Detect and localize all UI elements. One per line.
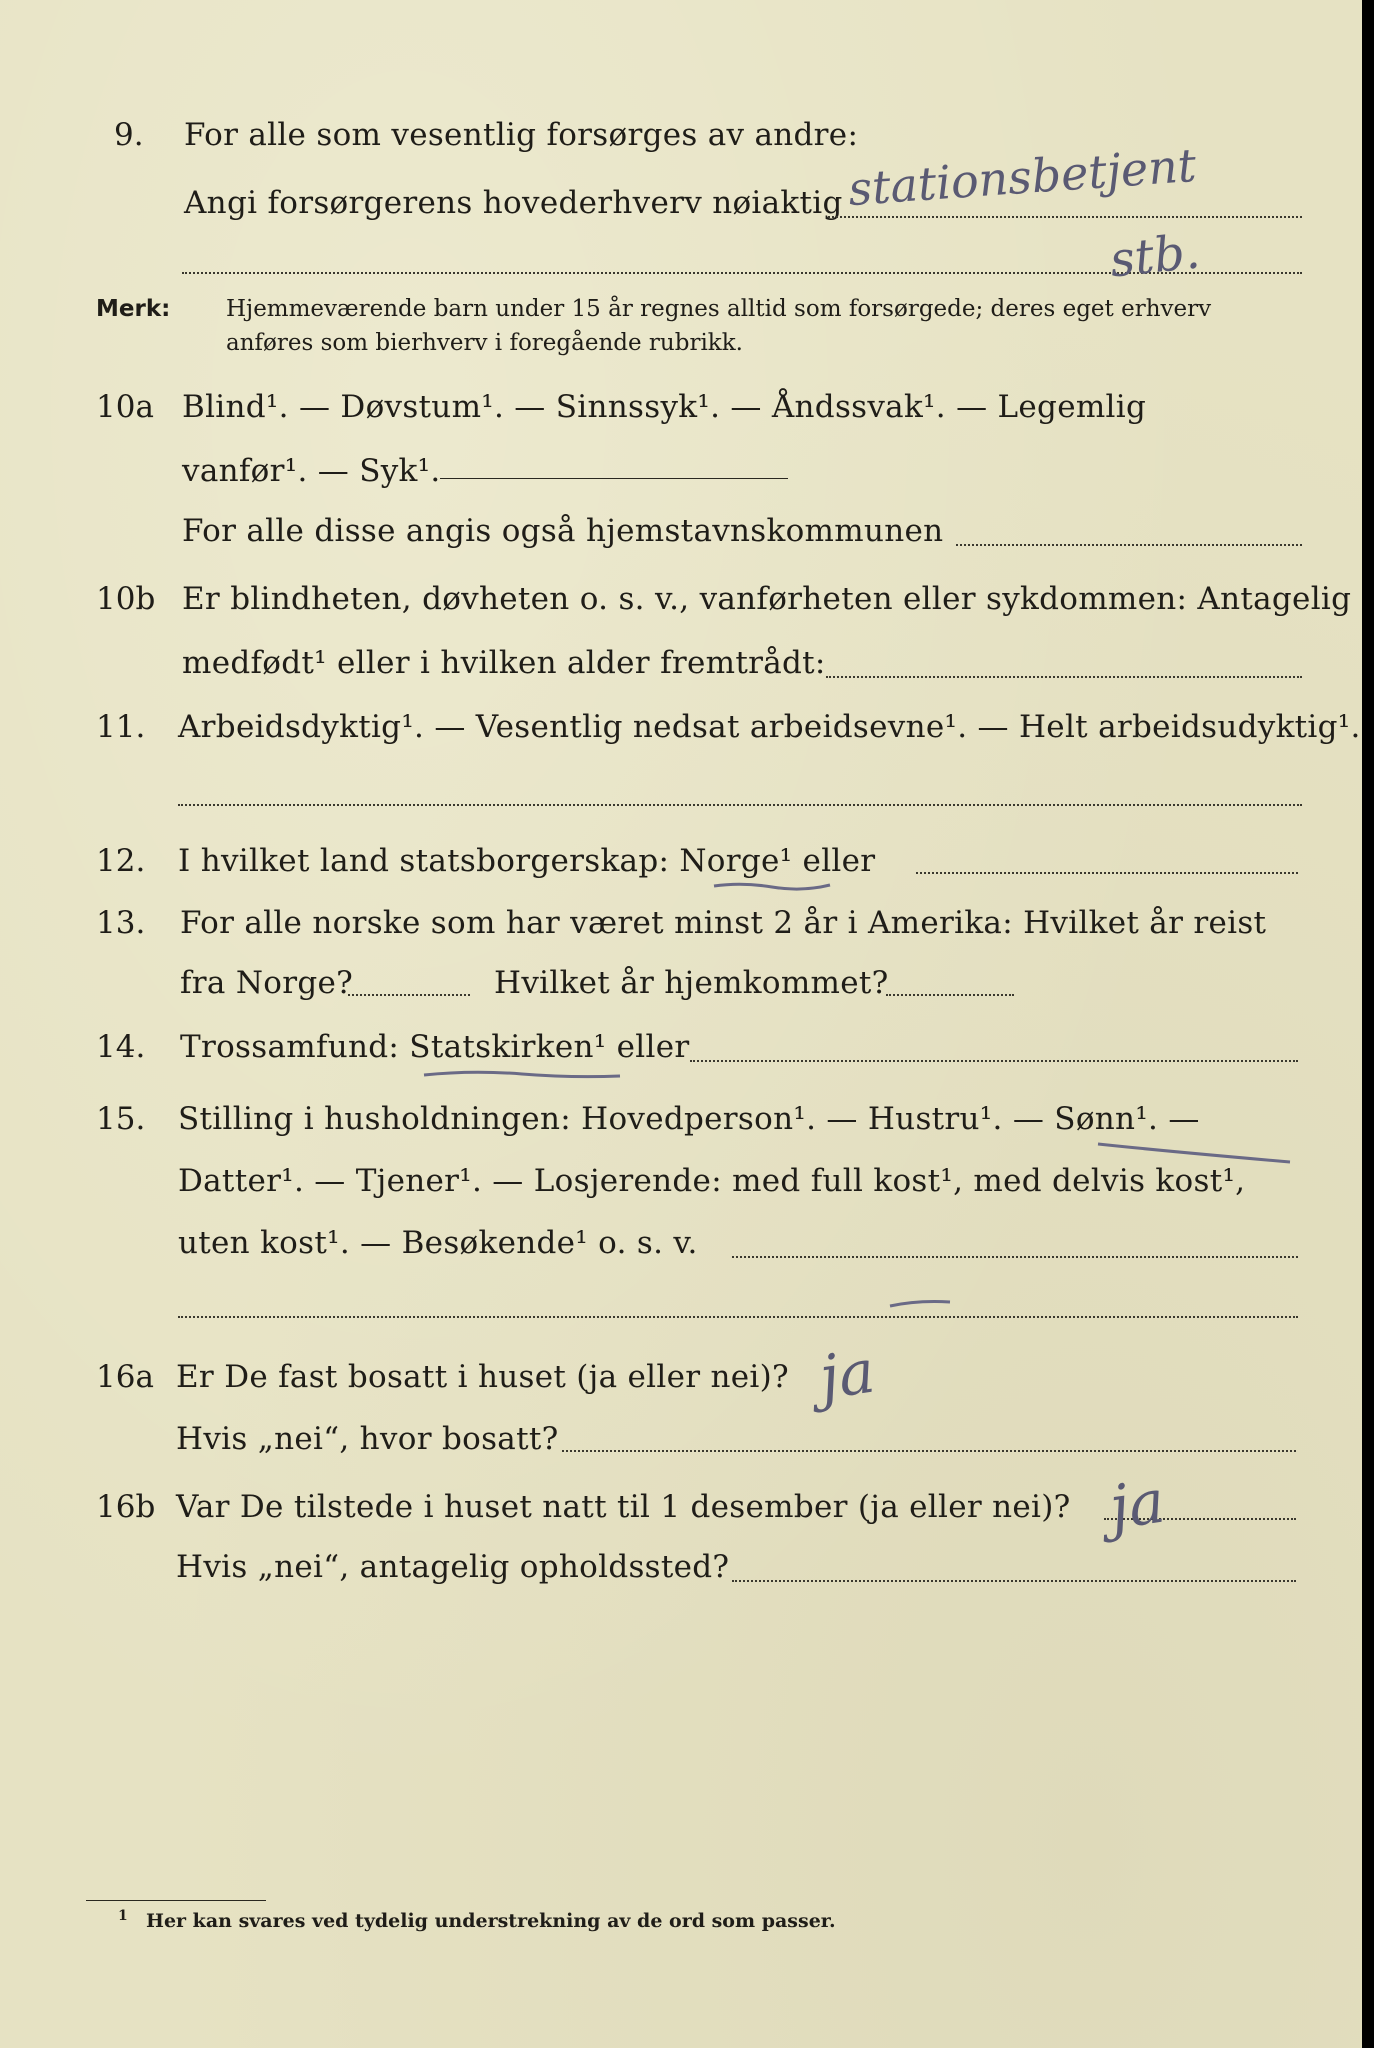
q10a-number: 10a <box>96 389 154 425</box>
q16a-question-line2: Hvis „nei“, hvor bosatt? <box>176 1421 559 1457</box>
q10a-answer-line[interactable] <box>440 478 788 479</box>
q15-number: 15. <box>96 1101 146 1137</box>
q16b-handwritten-answer: ja <box>1105 1466 1169 1544</box>
q13-question-line2a: fra Norge? <box>180 965 354 1001</box>
q16b-question-line2: Hvis „nei“, antagelig opholdssted? <box>176 1549 730 1585</box>
q16b-location-dotted-line[interactable] <box>732 1580 1296 1582</box>
q14-question-line1: Trossamfund: Statskirken¹ eller <box>180 1029 690 1065</box>
q11-question-line1: Arbeidsdyktig¹. — Vesentlig nedsat arbeidsevne¹. — Helt arbeidsudyktig¹. <box>178 709 1361 745</box>
footnote-separator <box>86 1900 266 1901</box>
q9-question-line1: For alle som vesentlig forsørges av andre: <box>184 117 859 153</box>
q16a-handwritten-answer: ja <box>815 1336 879 1414</box>
q10a-question-line2: vanfør¹. — Syk¹. <box>182 453 441 489</box>
q10b-answer-dotted-line[interactable] <box>826 676 1302 678</box>
merk-note-line1: Hjemmeværende barn under 15 år regnes alltid som forsørgede; deres eget erhverv <box>226 296 1212 322</box>
q11-answer-dotted-line[interactable] <box>178 804 1302 806</box>
q14-number: 14. <box>96 1029 146 1065</box>
q15-answer-dotted-line[interactable] <box>732 1256 1298 1258</box>
q10a-question-line3: For alle disse angis også hjemstavnskommunen <box>182 513 944 549</box>
q9-handwritten-answer: stationsbetjent <box>846 137 1198 217</box>
q15-question-line3: uten kost¹. — Besøkende¹ o. s. v. <box>178 1225 698 1261</box>
q16b-question-line1: Var De tilstede i huset natt til 1 desember (ja eller nei)? <box>176 1489 1071 1525</box>
q10b-question-line2: medfødt¹ eller i hvilken alder fremtrådt: <box>182 645 826 681</box>
q15-second-dotted-line[interactable] <box>178 1316 1298 1318</box>
q15-sonn-underline-mark <box>1094 1138 1294 1166</box>
q13-question-line1: For alle norske som har været minst 2 år i Amerika: Hvilket år reist <box>180 905 1267 941</box>
q13-return-dotted-line[interactable] <box>886 994 1014 996</box>
merk-note-line2: anføres som bierhverv i foregående rubrikk. <box>226 330 743 356</box>
q12-answer-dotted-line[interactable] <box>916 872 1298 874</box>
footnote-mark: 1 <box>118 1908 128 1924</box>
q16a-question-line1: Er De fast bosatt i huset (ja eller nei)? <box>176 1359 789 1395</box>
q10a-question-line1: Blind¹. — Døvstum¹. — Sinnssyk¹. — Åndssvak¹. — Legemlig <box>182 389 1147 425</box>
q16b-number: 16b <box>96 1489 156 1525</box>
q13-number: 13. <box>96 905 146 941</box>
q10a-hometown-dotted-line[interactable] <box>956 544 1302 546</box>
q12-norge-underline-mark <box>712 878 832 894</box>
merk-label: Merk: <box>96 296 171 322</box>
q9-handwritten-abbreviation: stb. <box>1107 223 1203 289</box>
footnote-text: Her kan svares ved tydelig understrekning av de ord som passer. <box>146 1910 836 1932</box>
q15-pen-stroke-mark <box>888 1298 952 1310</box>
q9-number: 9. <box>114 117 144 153</box>
q9-question-line2: Angi forsørgerens hovederhverv nøiaktig <box>184 185 843 221</box>
q15-question-line1: Stilling i husholdningen: Hovedperson¹. — Hustru¹. — Sønn¹. — <box>178 1101 1200 1137</box>
q10b-question-line1: Er blindheten, døvheten o. s. v., vanførheten eller sykdommen: Antagelig <box>182 581 1352 617</box>
q9-answer-dotted-line[interactable] <box>828 216 1302 218</box>
q14-answer-dotted-line[interactable] <box>690 1060 1298 1062</box>
q13-question-line2b: Hvilket år hjemkommet? <box>494 965 889 1001</box>
q14-statskirken-underline-mark <box>422 1066 622 1084</box>
q11-number: 11. <box>96 709 146 745</box>
q10b-number: 10b <box>96 581 156 617</box>
q16a-number: 16a <box>96 1359 154 1395</box>
q15-question-line2: Datter¹. — Tjener¹. — Losjerende: med full kost¹, med delvis kost¹, <box>178 1163 1246 1199</box>
q13-departure-dotted-line[interactable] <box>348 994 470 996</box>
q16a-answer-dotted-line[interactable] <box>562 1450 1296 1452</box>
q12-number: 12. <box>96 843 146 879</box>
q12-question-line1: I hvilket land statsborgerskap: Norge¹ eller <box>178 843 876 879</box>
